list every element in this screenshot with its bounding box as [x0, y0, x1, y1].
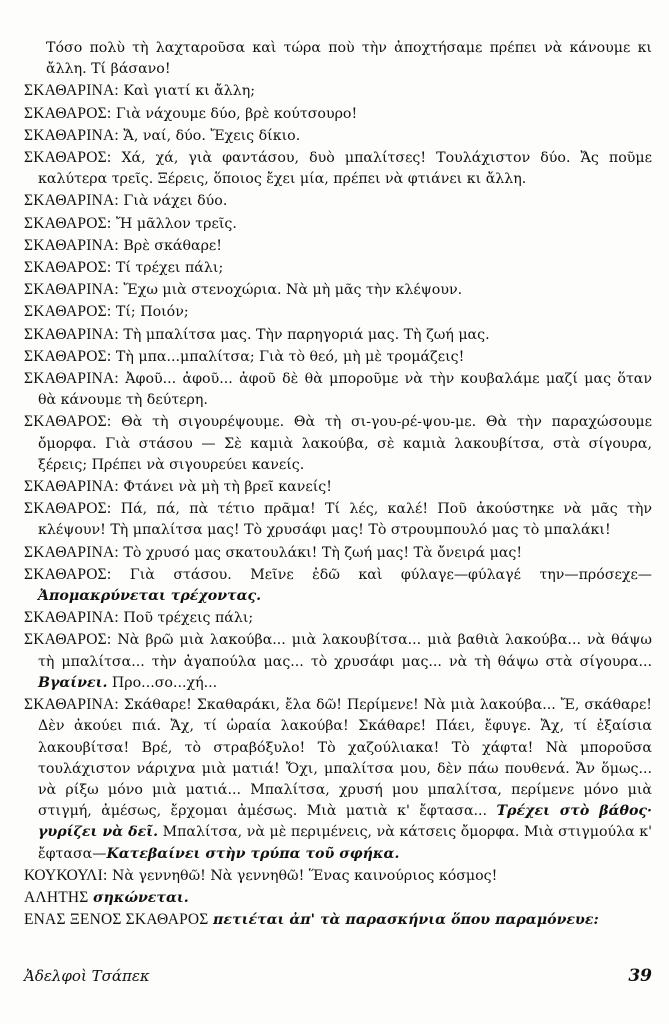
- speaker-name: ΣΚΑΘΑΡΙΝΑ:: [24, 370, 119, 388]
- spoken-text: Φτάνει νὰ μὴ τὴ βρεῖ κανείς!: [123, 479, 332, 496]
- dialogue-line: [24, 476, 652, 498]
- dialogue-line: [24, 301, 652, 323]
- spoken-text: Σκάθαρε! Σκαθαράκι, ἔλα δῶ! Περίμενε! Νὰ μιὰ λακούβα... Ἔ, σκάθαρε! Δὲν ἀκούει πιά. Ἄχ, τί ὡραία λακούβα! Σκάθαρε! Πάει, ἔφυγε. Ἄχ, τί ἐξαίσια λακουβίτσα! Βρέ, τὸ στραβόξυλο! Τὸ χαζούλιακα! Τὸ χάφτα! Νὰ μποροῦσα τουλάχιστον νάριχνα μιὰ ματιά! Ὄχι, μπαλίτσα μου, δὲν πάω πουθενά. Ἄν ὅμως... νὰ ρίξω μόνο μιὰ ματιά... Μπαλίτσα, χρυσή μου μπαλίτσα, περίμενε μόνο μιὰ στιγμή, ἀμέσως, ἔρχομαι ἀμέσως. Μιὰ ματιὰ κ' ἔφτασα...: [38, 697, 652, 820]
- speaker-name: ΣΚΑΘΑΡΟΣ:: [24, 413, 112, 431]
- spoken-text: Ποῦ τρέχεις πάλι;: [123, 610, 254, 627]
- dialogue-line: [24, 909, 652, 931]
- spoken-text: Ἄ, ναί, δύο. Ἔχεις δίκιο.: [123, 127, 301, 144]
- dialogue-line: [24, 498, 652, 541]
- spoken-text: Τί τρέχει πάλι;: [115, 260, 224, 277]
- speaker-name: ΣΚΑΘΑΡΙΝΑ:: [24, 126, 119, 144]
- speaker-name: ΣΚΑΘΑΡΟΣ:: [24, 214, 112, 232]
- speaker-name: ΣΚΑΘΑΡΟΣ:: [24, 565, 112, 583]
- dialogue-line: [24, 80, 652, 102]
- speaker-name: ΣΚΑΘΑΡΙΝΑ:: [24, 281, 119, 299]
- stage-direction: σηκώνεται.: [93, 889, 189, 906]
- spoken-text: Νὰ γεννηθῶ! Νὰ γεννηθῶ! Ἕνας καινούριος κόσμος!: [111, 867, 498, 884]
- spoken-text: Βρὲ σκάθαρε!: [123, 237, 222, 254]
- spoken-text: Τὸ χρυσό μας σκατουλάκι! Τὴ ζωή μας! Τὰ ὄνειρά μας!: [123, 544, 523, 561]
- speaker-name: ΣΚΑΘΑΡΙΝΑ:: [24, 609, 119, 627]
- spoken-text: Γιὰ νάχει δύο.: [123, 193, 228, 210]
- spoken-text: Χά, χά, γιὰ φαντάσου, δυὸ μπαλίτσες! Τουλάχιστον δύο. Ἄς ποῦμε καλύτερα τρεῖς. Ξέρεις, ὅποιος ἔχει μία, πρέπει νὰ φτιάνει κι ἄλλη.: [38, 150, 652, 188]
- spoken-text: Νὰ βρῶ μιὰ λακούβα... μιὰ λακουβίτσα... μιὰ βαθιὰ λακούβα... νὰ θάψω τὴ μπαλίτσα... τὴν ἀγαπούλα μας... τὸ χρυσάφι μας... νὰ τὴ θάψω στὰ σίγουρα...: [38, 632, 653, 670]
- speaker-name: ΣΚΑΘΑΡΟΣ:: [24, 631, 112, 649]
- speaker-name: ΣΚΑΘΑΡΟΣ:: [24, 347, 112, 365]
- dialogue-line: [24, 694, 652, 865]
- dialogue-line: [24, 368, 652, 411]
- stage-direction: Τρέχει στὸ βάθος· γυρίζει νὰ δεῖ.: [38, 803, 652, 841]
- speaker-name: ΣΚΑΘΑΡΟΣ:: [24, 500, 112, 518]
- dialogue-line: [24, 629, 652, 694]
- dialogue-line: [24, 213, 652, 235]
- speaker-name: ΑΛΗΤΗΣ: [24, 888, 89, 906]
- page-footer: [24, 966, 652, 986]
- dialogue-line: [24, 103, 652, 125]
- running-footer-title: Ἀδελφοὶ Τσάπεκ: [24, 967, 150, 985]
- speaker-name: ΣΚΑΘΑΡΟΣ:: [24, 259, 112, 277]
- dialogue-line: [24, 887, 652, 909]
- spoken-text: Γιὰ νάχουμε δύο, βρὲ κούτσουρο!: [115, 105, 358, 122]
- dialogue-line: [24, 235, 652, 257]
- spoken-text: Μπαλίτσα, νὰ μὲ περιμένεις, νὰ κάτσεις ὄμορφα. Μιὰ στιγμούλα κ' ἔφτασα—: [38, 824, 653, 862]
- dialogue-line: [24, 564, 652, 607]
- dialogue-line: [24, 324, 652, 346]
- spoken-text: Θὰ τὴ σιγουρέψουμε. Θὰ τὴ σι-γου-ρέ-ψου-με. Θὰ τὴν παραχώσουμε ὄμορφα. Γιὰ στάσου — Σὲ καμιὰ λακούβα, σὲ καμιὰ λακουβίτσα, στὰ σίγουρα, ξέρεις; Πρέπει νὰ σιγουρεύει κανείς.: [38, 414, 652, 473]
- dialogue-line: [24, 257, 652, 279]
- speaker-name: ΣΚΑΘΑΡΟΣ:: [24, 149, 112, 167]
- spoken-text: Ἀφοῦ... ἀφοῦ... ἀφοῦ δὲ θὰ μποροῦμε νὰ τὴν κουβαλάμε μαζί μας ὅταν θὰ κάνουμε τὴ δεύτερη.: [38, 371, 652, 409]
- speaker-name: ΣΚΑΘΑΡΙΝΑ:: [24, 696, 119, 714]
- dialogue-line: [24, 411, 652, 476]
- speaker-name: ΣΚΑΘΑΡΙΝΑ:: [24, 543, 119, 561]
- spoken-text: Τὴ μπαλίτσα μας. Τὴν παρηγοριά μας. Τὴ ζωή μας.: [123, 326, 490, 343]
- spoken-text: Ἤ μᾶλλον τρεῖς.: [115, 215, 237, 232]
- spoken-text: Πά, πά, πὰ τέτιο πρᾶμα! Τί λές, καλέ! Ποῦ ἀκούστηκε νὰ μᾶς τὴν κλέψουν! Τὴ μπαλίτσα μας! Τὸ χρυσάφι μας! Τὸ στρουμπουλό μας τὸ μπαλάκι!: [38, 501, 653, 539]
- speaker-name: ΣΚΑΘΑΡΙΝΑ:: [24, 325, 119, 343]
- spoken-text: Καὶ γιατί κι ἄλλη;: [123, 83, 256, 100]
- speaker-name: ΣΚΑΘΑΡΟΣ:: [24, 104, 112, 122]
- dialogue-line: [24, 147, 652, 190]
- dialogue-line: [24, 190, 652, 212]
- dialogue-line: [24, 542, 652, 564]
- dialogue-line: [24, 125, 652, 147]
- spoken-text: Τὴ μπα...μπαλίτσα; Γιὰ τὸ θεό, μὴ μὲ τρομάζεις!: [115, 348, 465, 365]
- dialogue-line: [24, 607, 652, 629]
- continuation-paragraph: [24, 38, 652, 80]
- stage-direction: πετιέται ἀπ' τὰ παρασκήνια ὅπου παραμόνευε:: [213, 912, 599, 929]
- spoken-text: Ἔχω μιὰ στενοχώρια. Νὰ μὴ μᾶς τὴν κλέψουν.: [123, 282, 463, 299]
- speaker-name: ΣΚΑΘΑΡΙΝΑ:: [24, 192, 119, 210]
- dialogue-line: [24, 346, 652, 368]
- stage-direction: Ἀπομακρύνεται τρέχοντας.: [38, 588, 262, 605]
- speaker-name: ΣΚΑΘΑΡΙΝΑ:: [24, 478, 119, 496]
- speaker-name: ΣΚΑΘΑΡΙΝΑ:: [24, 82, 119, 100]
- speaker-name: ΣΚΑΘΑΡΙΝΑ:: [24, 236, 119, 254]
- spoken-text: Τί; Ποιόν;: [115, 304, 189, 321]
- stage-direction: Βγαίνει.: [38, 674, 108, 691]
- stage-direction: Κατεβαίνει στὴν τρύπα τοῦ σφήκα.: [106, 845, 400, 862]
- dialogue-line: [24, 279, 652, 301]
- speaker-name: ΣΚΑΘΑΡΟΣ:: [24, 303, 112, 321]
- play-text: [24, 38, 652, 931]
- spoken-text: Προ...σο...χή...: [107, 674, 218, 691]
- dialogue-line: [24, 865, 652, 887]
- page-number: 39: [628, 966, 652, 986]
- spoken-text: Τόσο πολὺ τὴ λαχταροῦσα καὶ τώρα ποὺ τὴν ἀποχτήσαμε πρέπει νὰ κάνουμε κι ἄλλη. Τί βάσανο!: [46, 40, 652, 78]
- spoken-text: Γιὰ στάσου. Μεῖνε ἐδῶ καὶ φύλαγε—φύλαγέ την—πρόσεχε—: [129, 566, 652, 583]
- speaker-name: ΕΝΑΣ ΞΕΝΟΣ ΣΚΑΘΑΡΟΣ: [24, 911, 209, 929]
- speaker-name: ΚΟΥΚΟΥΛΙ:: [24, 866, 108, 884]
